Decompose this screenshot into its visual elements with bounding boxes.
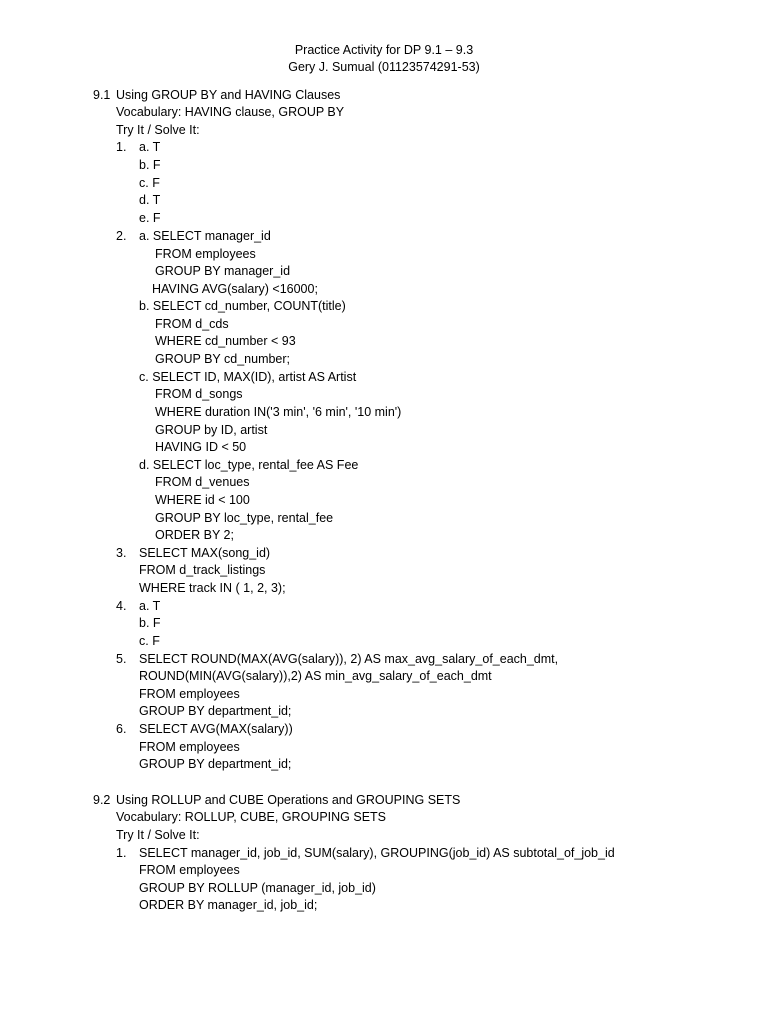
code-line: ROUND(MIN(AVG(salary)),2) AS min_avg_salary_of_each_dmt <box>139 669 492 683</box>
section-heading: Using ROLLUP and CUBE Operations and GROUPING SETS <box>116 793 461 807</box>
code-line: GROUP by ID, artist <box>155 423 268 437</box>
section-number: 9.1 <box>93 88 111 102</box>
code-line: FROM employees <box>139 687 240 701</box>
code-line: FROM employees <box>139 863 240 877</box>
code-line: b. SELECT cd_number, COUNT(title) <box>139 299 346 313</box>
code-line: WHERE cd_number < 93 <box>155 334 296 348</box>
code-line: GROUP BY ROLLUP (manager_id, job_id) <box>139 881 376 895</box>
answer-line: b. F <box>139 158 161 172</box>
code-line: HAVING AVG(salary) <16000; <box>152 282 318 296</box>
code-line: FROM employees <box>139 740 240 754</box>
try-it-label: Try It / Solve It: <box>116 828 200 842</box>
code-line: WHERE id < 100 <box>155 493 250 507</box>
vocabulary-line: Vocabulary: ROLLUP, CUBE, GROUPING SETS <box>116 810 387 824</box>
code-line: SELECT manager_id, job_id, SUM(salary), GROUPING(job_id) AS subtotal_of_job_id <box>139 846 615 860</box>
answer-line: a. T <box>139 140 161 154</box>
code-line: GROUP BY department_id; <box>139 757 292 771</box>
code-line: SELECT ROUND(MAX(AVG(salary)), 2) AS max_avg_salary_of_each_dmt, <box>139 652 559 666</box>
code-line: SELECT AVG(MAX(salary)) <box>139 722 293 736</box>
code-line: FROM employees <box>155 247 256 261</box>
code-line: FROM d_track_listings <box>139 563 266 577</box>
code-line: WHERE track IN ( 1, 2, 3); <box>139 581 286 595</box>
try-it-label: Try It / Solve It: <box>116 123 200 137</box>
code-line: GROUP BY department_id; <box>139 704 292 718</box>
code-line: c. SELECT ID, MAX(ID), artist AS Artist <box>139 370 357 384</box>
code-line: FROM d_songs <box>155 387 243 401</box>
answer-line: c. F <box>139 634 160 648</box>
code-line: ORDER BY 2; <box>155 528 234 542</box>
document-title: Practice Activity for DP 9.1 – 9.3 <box>294 43 474 57</box>
code-line: d. SELECT loc_type, rental_fee AS Fee <box>139 458 359 472</box>
question-number: 3. <box>116 546 127 560</box>
answer-line: d. T <box>139 193 161 207</box>
answer-line: b. F <box>139 616 161 630</box>
code-line: HAVING ID < 50 <box>155 440 247 454</box>
question-number: 1. <box>116 140 127 154</box>
question-number: 4. <box>116 599 127 613</box>
document-author: Gery J. Sumual (01123574291-53) <box>288 60 480 74</box>
answer-line: a. T <box>139 599 161 613</box>
answer-line: c. F <box>139 176 160 190</box>
code-line: ORDER BY manager_id, job_id; <box>139 898 318 912</box>
code-line: GROUP BY cd_number; <box>155 352 291 366</box>
question-number: 5. <box>116 652 127 666</box>
section-heading: Using GROUP BY and HAVING Clauses <box>116 88 341 102</box>
code-line: a. SELECT manager_id <box>139 229 271 243</box>
question-number: 1. <box>116 846 127 860</box>
code-line: FROM d_cds <box>155 317 229 331</box>
code-line: GROUP BY loc_type, rental_fee <box>155 511 334 525</box>
code-line: SELECT MAX(song_id) <box>139 546 271 560</box>
question-number: 6. <box>116 722 127 736</box>
code-line: WHERE duration IN('3 min', '6 min', '10 min') <box>155 405 402 419</box>
code-line: GROUP BY manager_id <box>155 264 291 278</box>
question-number: 2. <box>116 229 127 243</box>
answer-line: e. F <box>139 211 161 225</box>
vocabulary-line: Vocabulary: HAVING clause, GROUP BY <box>116 105 345 119</box>
code-line: FROM d_venues <box>155 475 250 489</box>
section-number: 9.2 <box>93 793 111 807</box>
